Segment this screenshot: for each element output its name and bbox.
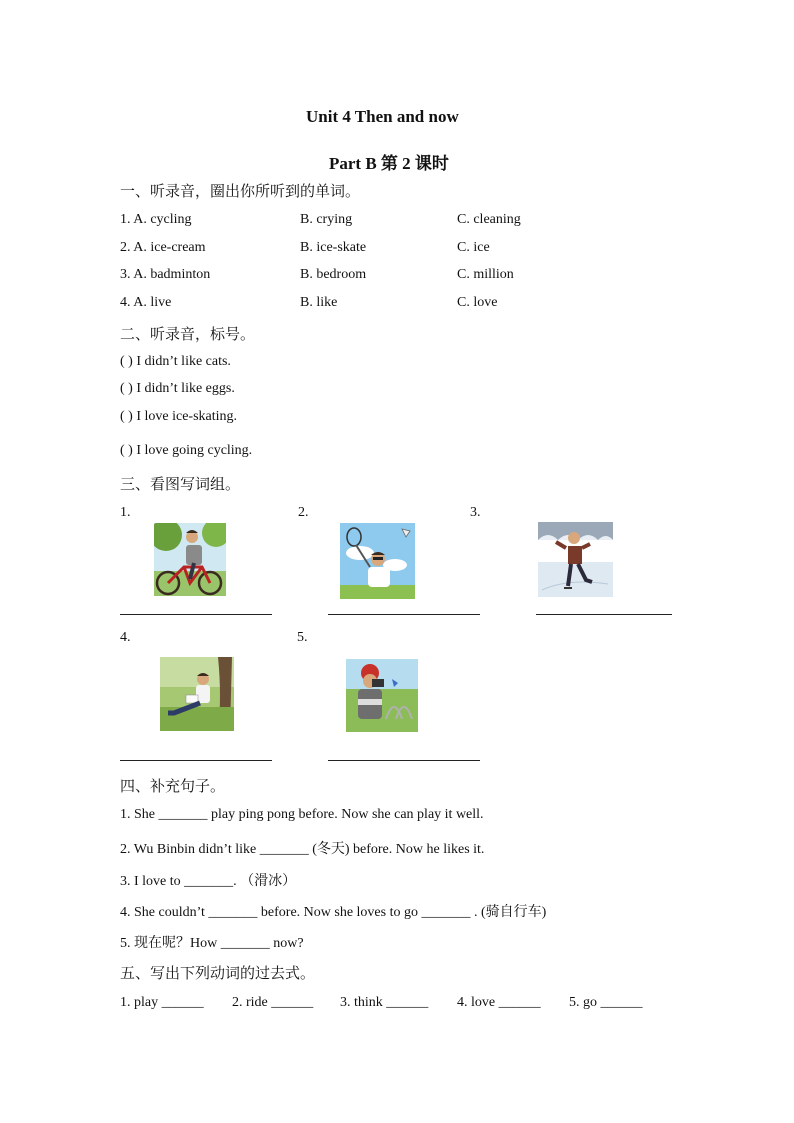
page-title: Unit 4 Then and now: [306, 107, 459, 126]
s1-q2-c: C. ice: [457, 240, 490, 255]
section3-heading: 三、看图写词组。: [120, 475, 241, 493]
answer-line-3[interactable]: [536, 614, 672, 615]
answer-line-5[interactable]: [328, 760, 480, 761]
section1-heading: 一、听录音，圈出你所听到的单词。: [120, 182, 361, 200]
reading-picture: [160, 657, 234, 731]
s3-number-4: 4.: [120, 630, 131, 645]
section4-heading: 四、补充句子。: [120, 777, 226, 795]
s3-number-1: 1.: [120, 505, 131, 520]
s4-item-1: 1. She _______ play ping pong before. Now she can play it well.: [120, 807, 484, 822]
s5-item-1: 1. play ______: [120, 995, 204, 1010]
s2-item-2: ( ) I didn’t like eggs.: [120, 381, 235, 396]
section2-heading: 二、听录音，标号。: [120, 325, 256, 343]
s1-q2-b: B. ice-skate: [300, 240, 367, 255]
section5-heading: 五、写出下列动词的过去式。: [120, 964, 316, 982]
s3-number-3: 3.: [470, 505, 481, 520]
answer-line-4[interactable]: [120, 760, 272, 761]
s1-q1-a: 1. A. cycling: [120, 212, 192, 227]
s1-q1-b: B. crying: [300, 212, 353, 227]
s1-q4-a: 4. A. live: [120, 295, 172, 310]
s3-number-5: 5.: [297, 630, 308, 645]
page-subtitle: Part B 第 2 课时: [329, 154, 449, 173]
s1-q3-c: C. million: [457, 267, 514, 282]
s1-q4-b: B. like: [300, 295, 338, 310]
s1-q1-c: C. cleaning: [457, 212, 521, 227]
s1-q2-a: 2. A. ice-cream: [120, 240, 206, 255]
s5-item-3: 3. think ______: [340, 995, 429, 1010]
s5-item-5: 5. go ______: [569, 995, 643, 1010]
s2-item-4: ( ) I love going cycling.: [120, 443, 253, 458]
s4-item-5: 5. 现在呢？How _______ now?: [120, 936, 304, 951]
s1-q3-a: 3. A. badminton: [120, 267, 211, 282]
s4-item-4: 4. She couldn’t _______ before. Now she loves to go _______ . (骑自行车): [120, 905, 547, 920]
s5-item-4: 4. love ______: [457, 995, 541, 1010]
s4-item-2: 2. Wu Binbin didn’t like _______ (冬天) before. Now he likes it.: [120, 842, 485, 857]
ice-skating-picture: [538, 522, 613, 597]
cycling-picture: [154, 523, 226, 596]
s2-item-1: ( ) I didn’t like cats.: [120, 354, 231, 369]
s3-number-2: 2.: [298, 505, 309, 520]
badminton-picture: [340, 523, 415, 599]
s1-q4-c: C. love: [457, 295, 498, 310]
s1-q3-b: B. bedroom: [300, 267, 367, 282]
s5-item-2: 2. ride ______: [232, 995, 314, 1010]
s4-item-3: 3. I love to _______. （滑冰）: [120, 874, 297, 889]
answer-line-2[interactable]: [328, 614, 480, 615]
answer-line-1[interactable]: [120, 614, 272, 615]
photo-taking-picture: [346, 659, 418, 732]
s2-item-3: ( ) I love ice-skating.: [120, 409, 238, 424]
